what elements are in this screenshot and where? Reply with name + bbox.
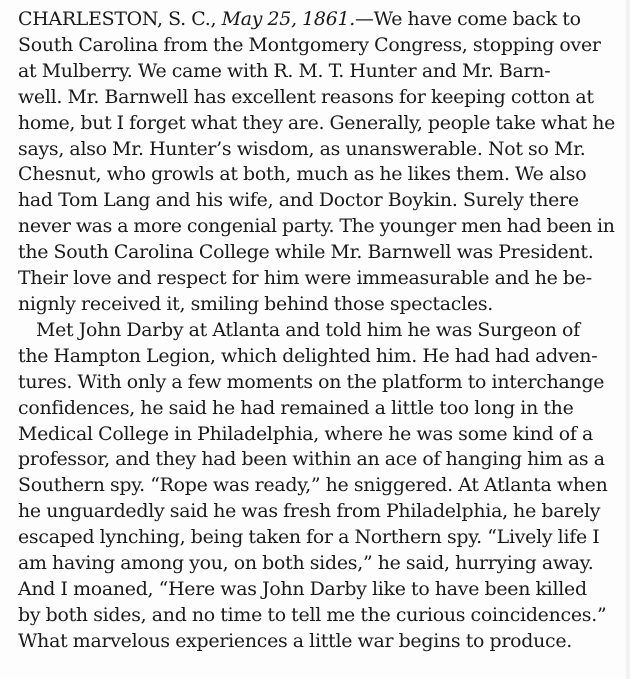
entry-heading-line <box>18 7 616 33</box>
text-line: home, but I forget what they are. Generally, people take what he <box>18 111 615 134</box>
text-line: he unguardedly said he was fresh from Philadelphia, he barely <box>18 500 601 523</box>
text-line: had Tom Lang and his wife, and Doctor Boykin. Surely there <box>18 189 579 212</box>
text-line: never was a more congenial party. The younger men had been in <box>18 215 615 238</box>
text-line: And I moaned, “Here was John Darby like to have been killed <box>18 577 587 600</box>
text-line: confidences, he said he had remained a little too long in the <box>18 396 574 419</box>
entry-date: May 25, 1861. <box>221 8 355 30</box>
text-line: What marvelous experiences a little war begins to produce. <box>18 629 573 652</box>
text-line: says, also Mr. Hunter’s wisdom, as unanswerable. Not so Mr. <box>18 137 586 160</box>
text-line: nignly received it, smiling behind those spectacles. <box>18 292 494 315</box>
paragraph-2 <box>18 318 616 655</box>
text-line: escaped lynching, being taken for a Northern spy. “Lively life I <box>18 526 600 549</box>
text-line: the Hampton Legion, which delighted him. He had had adven- <box>18 344 598 367</box>
text-line: Medical College in Philadelphia, where he was some kind of a <box>18 422 593 445</box>
page-edge <box>626 0 630 679</box>
text-line: professor, and they had been within an ace of hanging him as a <box>18 448 605 471</box>
text-line: Chesnut, who growls at both, much as he likes them. We also <box>18 163 587 186</box>
text-line: at Mulberry. We came with R. M. T. Hunter and Mr. Barn- <box>18 59 551 82</box>
text-line: well. Mr. Barnwell has excellent reasons for keeping cotton at <box>18 85 594 108</box>
entry-first-line-tail: —We have come back to <box>354 8 581 30</box>
diary-entry <box>18 7 616 655</box>
text-line: Met John Darby at Atlanta and told him he was Surgeon of <box>36 318 580 341</box>
paragraph-1 <box>18 33 616 318</box>
text-line: am having among you, on both sides,” he said, hurrying away. <box>18 552 594 575</box>
text-line: Southern spy. “Rope was ready,” he sniggered. At Atlanta when <box>18 474 608 497</box>
text-line: tures. With only a few moments on the platform to interchange <box>18 370 605 393</box>
text-line: Their love and respect for him were immeasurable and he be- <box>18 267 592 290</box>
entry-place: CHARLESTON, S. C., <box>18 8 217 30</box>
text-line: South Carolina from the Montgomery Congress, stopping over <box>18 33 601 56</box>
text-line: the South Carolina College while Mr. Barnwell was President. <box>18 241 594 264</box>
text-line: by both sides, and no time to tell me the curious coincidences.” <box>18 603 607 626</box>
